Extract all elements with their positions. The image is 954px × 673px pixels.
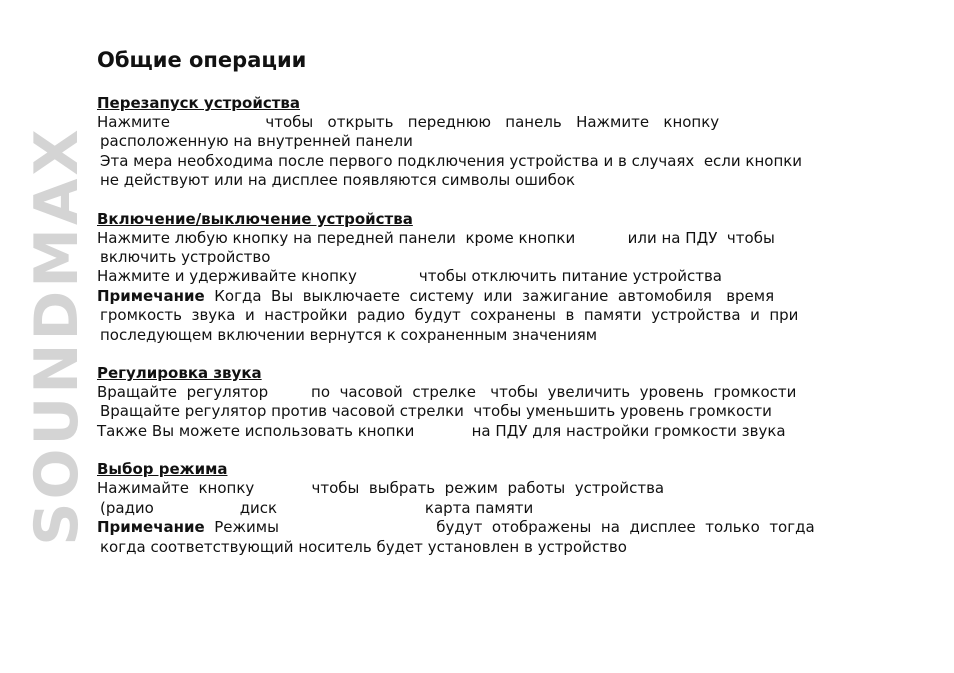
- section-heading-power: Включение/выключение устройства: [97, 209, 413, 228]
- note-label: Примечание: [97, 518, 205, 537]
- restart-line-4: не действуют или на дисплее появляются символы ошибок: [100, 171, 576, 190]
- power-line-6: последующем включении вернутся к сохраненным значениям: [100, 325, 598, 344]
- section-power: [97, 210, 857, 345]
- volume-line-1: Вращайте регулятор по часовой стрелке чтобы увеличить уровень громкости: [97, 383, 797, 402]
- brand-logo-text: SOUNDMAX: [22, 126, 92, 546]
- section-heading-volume: Регулировка звука: [97, 364, 262, 383]
- section-restart: [97, 94, 857, 191]
- restart-line-3: Эта мера необходима после первого подключения устройства и в случаях если кнопки: [100, 151, 803, 170]
- power-line-2: включить устройство: [100, 248, 271, 267]
- volume-line-3: Также Вы можете использовать кнопки на ПДУ для настройки громкости звука: [97, 421, 786, 440]
- brand-watermark: [22, 46, 92, 626]
- mode-note-text: Режимы будут отображены на дисплее только тогда: [204, 518, 815, 537]
- mode-note-line: [97, 518, 857, 537]
- mode-line-1: Нажимайте кнопку чтобы выбрать режим работы устройства: [97, 479, 665, 498]
- note-label: Примечание: [97, 286, 205, 305]
- power-line-1: Нажмите любую кнопку на передней панели кроме кнопки или на ПДУ чтобы: [97, 228, 775, 247]
- power-note-text: Когда Вы выключаете систему или зажигание автомобиля время: [204, 286, 775, 305]
- restart-line-2: расположенную на внутренней панели: [100, 132, 413, 151]
- volume-line-2: Вращайте регулятор против часовой стрелки чтобы уменьшить уровень громкости: [100, 402, 772, 421]
- section-heading-restart: Перезапуск устройства: [97, 94, 301, 112]
- power-line-5: громкость звука и настройки радио будут сохранены в памяти устройства и при: [100, 306, 799, 325]
- mode-line-4: когда соответствующий носитель будет установлен в устройство: [100, 537, 627, 556]
- power-line-3: Нажмите и удерживайте кнопку чтобы отключить питание устройства: [97, 267, 722, 286]
- page-title: Общие операции: [97, 48, 307, 72]
- section-mode: [97, 460, 857, 557]
- power-note-line: [97, 287, 857, 306]
- section-heading-mode: Выбор режима: [97, 460, 228, 479]
- page-content: [97, 46, 857, 557]
- mode-line-2: (радио диск карта памяти: [100, 498, 534, 517]
- section-volume: [97, 364, 857, 441]
- restart-line-1: Нажмите чтобы открыть переднюю панель Нажмите кнопку: [97, 113, 720, 131]
